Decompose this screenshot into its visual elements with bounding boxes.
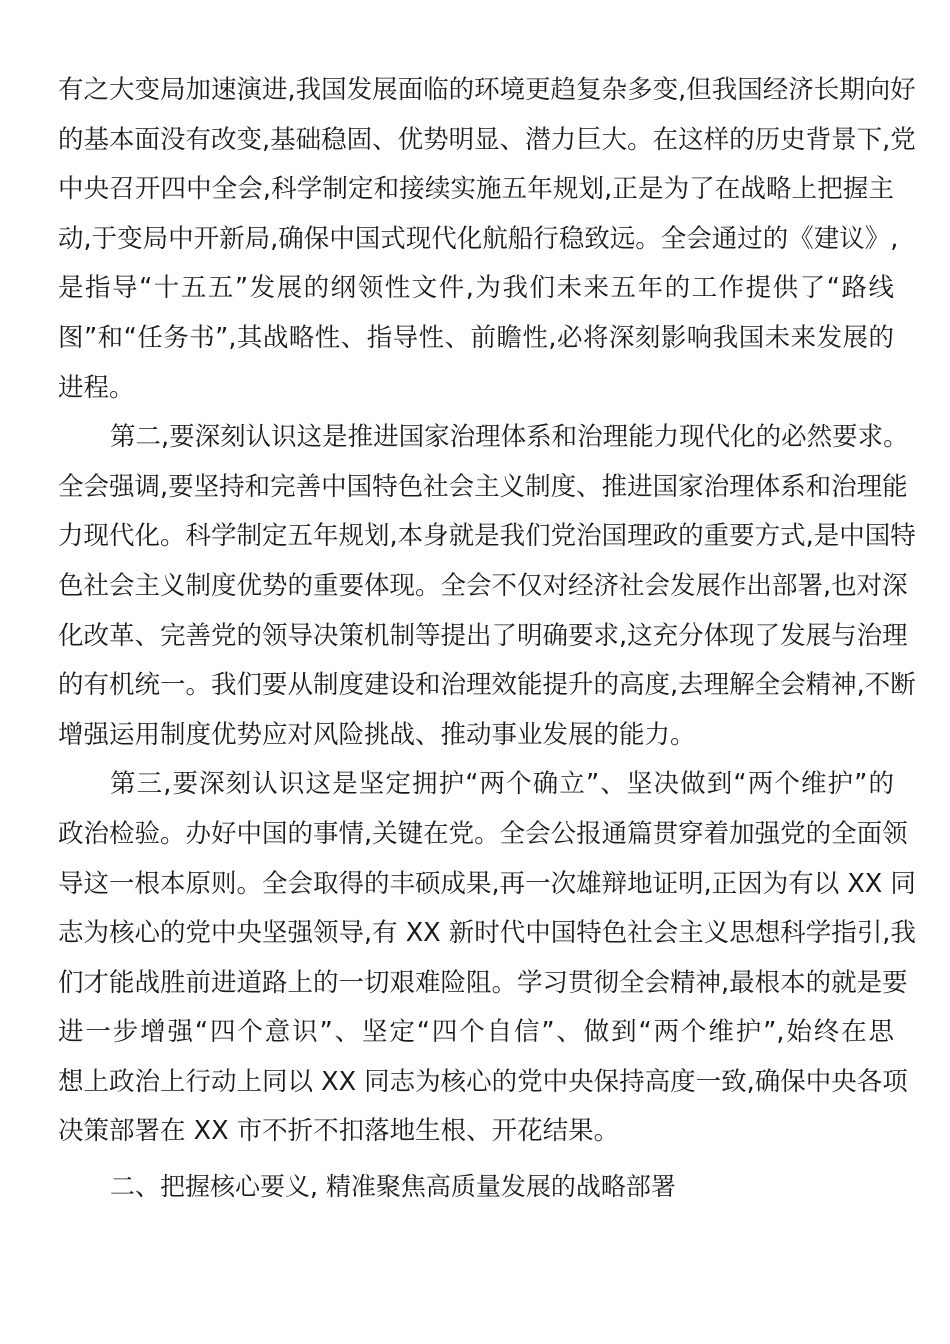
text-line: 进一步增强“四个意识”、坚定“四个自信”、做到“两个维护”,始终在思: [58, 1017, 894, 1048]
text-line: 力现代化。科学制定五年规划,本身就是我们党治国理政的重要方式,是中国特: [58, 521, 916, 552]
text-line: 的基本面没有改变,基础稳固、优势明显、潜力巨大。在这样的历史背景下,党: [58, 124, 916, 155]
text-line: 志为核心的党中央坚强领导,有 XX 新时代中国特色社会主义思想科学指引,我: [58, 918, 916, 949]
text-line: 决策部署在 XX 市不折不扣落地生根、开花结果。: [58, 1116, 620, 1147]
text-line: 第三,要深刻认识这是坚定拥护“两个确立”、坚决做到“两个维护”的: [110, 769, 894, 800]
text-line: 有之大变局加速演进,我国发展面临的环境更趋复杂多变,但我国经济长期向好: [58, 75, 916, 105]
section-heading: 二、把握核心要义, 精准聚焦高质量发展的战略部署: [110, 1172, 676, 1202]
paragraph-third: [58, 760, 916, 1157]
text-line: 中央召开四中全会,科学制定和接续实施五年规划,正是为了在战略上把握主: [58, 174, 894, 205]
paragraph-second: [58, 413, 916, 760]
text-line: 增强运用制度优势应对风险挑战、推动事业发展的能力。: [58, 719, 696, 750]
document-page: [58, 66, 916, 1213]
text-line: 是指导“十五五”发展的纲领性文件,为我们未来五年的工作提供了“路线: [58, 273, 894, 304]
text-line: 化改革、完善党的领导决策机制等提出了明确要求,这充分体现了发展与治理: [58, 620, 908, 651]
text-line: 的有机统一。我们要从制度建设和治理效能提升的高度,去理解全会精神,不断: [58, 670, 916, 701]
text-line: 全会强调,要坚持和完善中国特色社会主义制度、推进国家治理体系和治理能: [58, 471, 908, 502]
text-line: 图”和“任务书”,其战略性、指导性、前瞻性,必将深刻影响我国未来发展的: [58, 322, 894, 353]
text-line: 政治检验。办好中国的事情,关键在党。全会公报通篇贯穿着加强党的全面领: [58, 818, 908, 849]
paragraph-continuation: [58, 66, 916, 413]
text-line: 进程。: [58, 372, 135, 403]
text-line: 色社会主义制度优势的重要体现。全会不仅对经济社会发展作出部署,也对深: [58, 570, 908, 601]
text-line: 们才能战胜前进道路上的一切艰难险阻。学习贯彻全会精神,最根本的就是要: [58, 967, 908, 998]
text-line: 导这一根本原则。全会取得的丰硕成果,再一次雄辩地证明,正因为有以 XX 同: [58, 868, 916, 899]
text-line: 动,于变局中开新局,确保中国式现代化航船行稳致远。全会通过的《建议》,: [58, 223, 899, 254]
text-line: 想上政治上行动上同以 XX 同志为核心的党中央保持高度一致,确保中央各项: [58, 1066, 908, 1097]
text-line: 第二,要深刻认识这是推进国家治理体系和治理能力现代化的必然要求。: [110, 422, 909, 453]
